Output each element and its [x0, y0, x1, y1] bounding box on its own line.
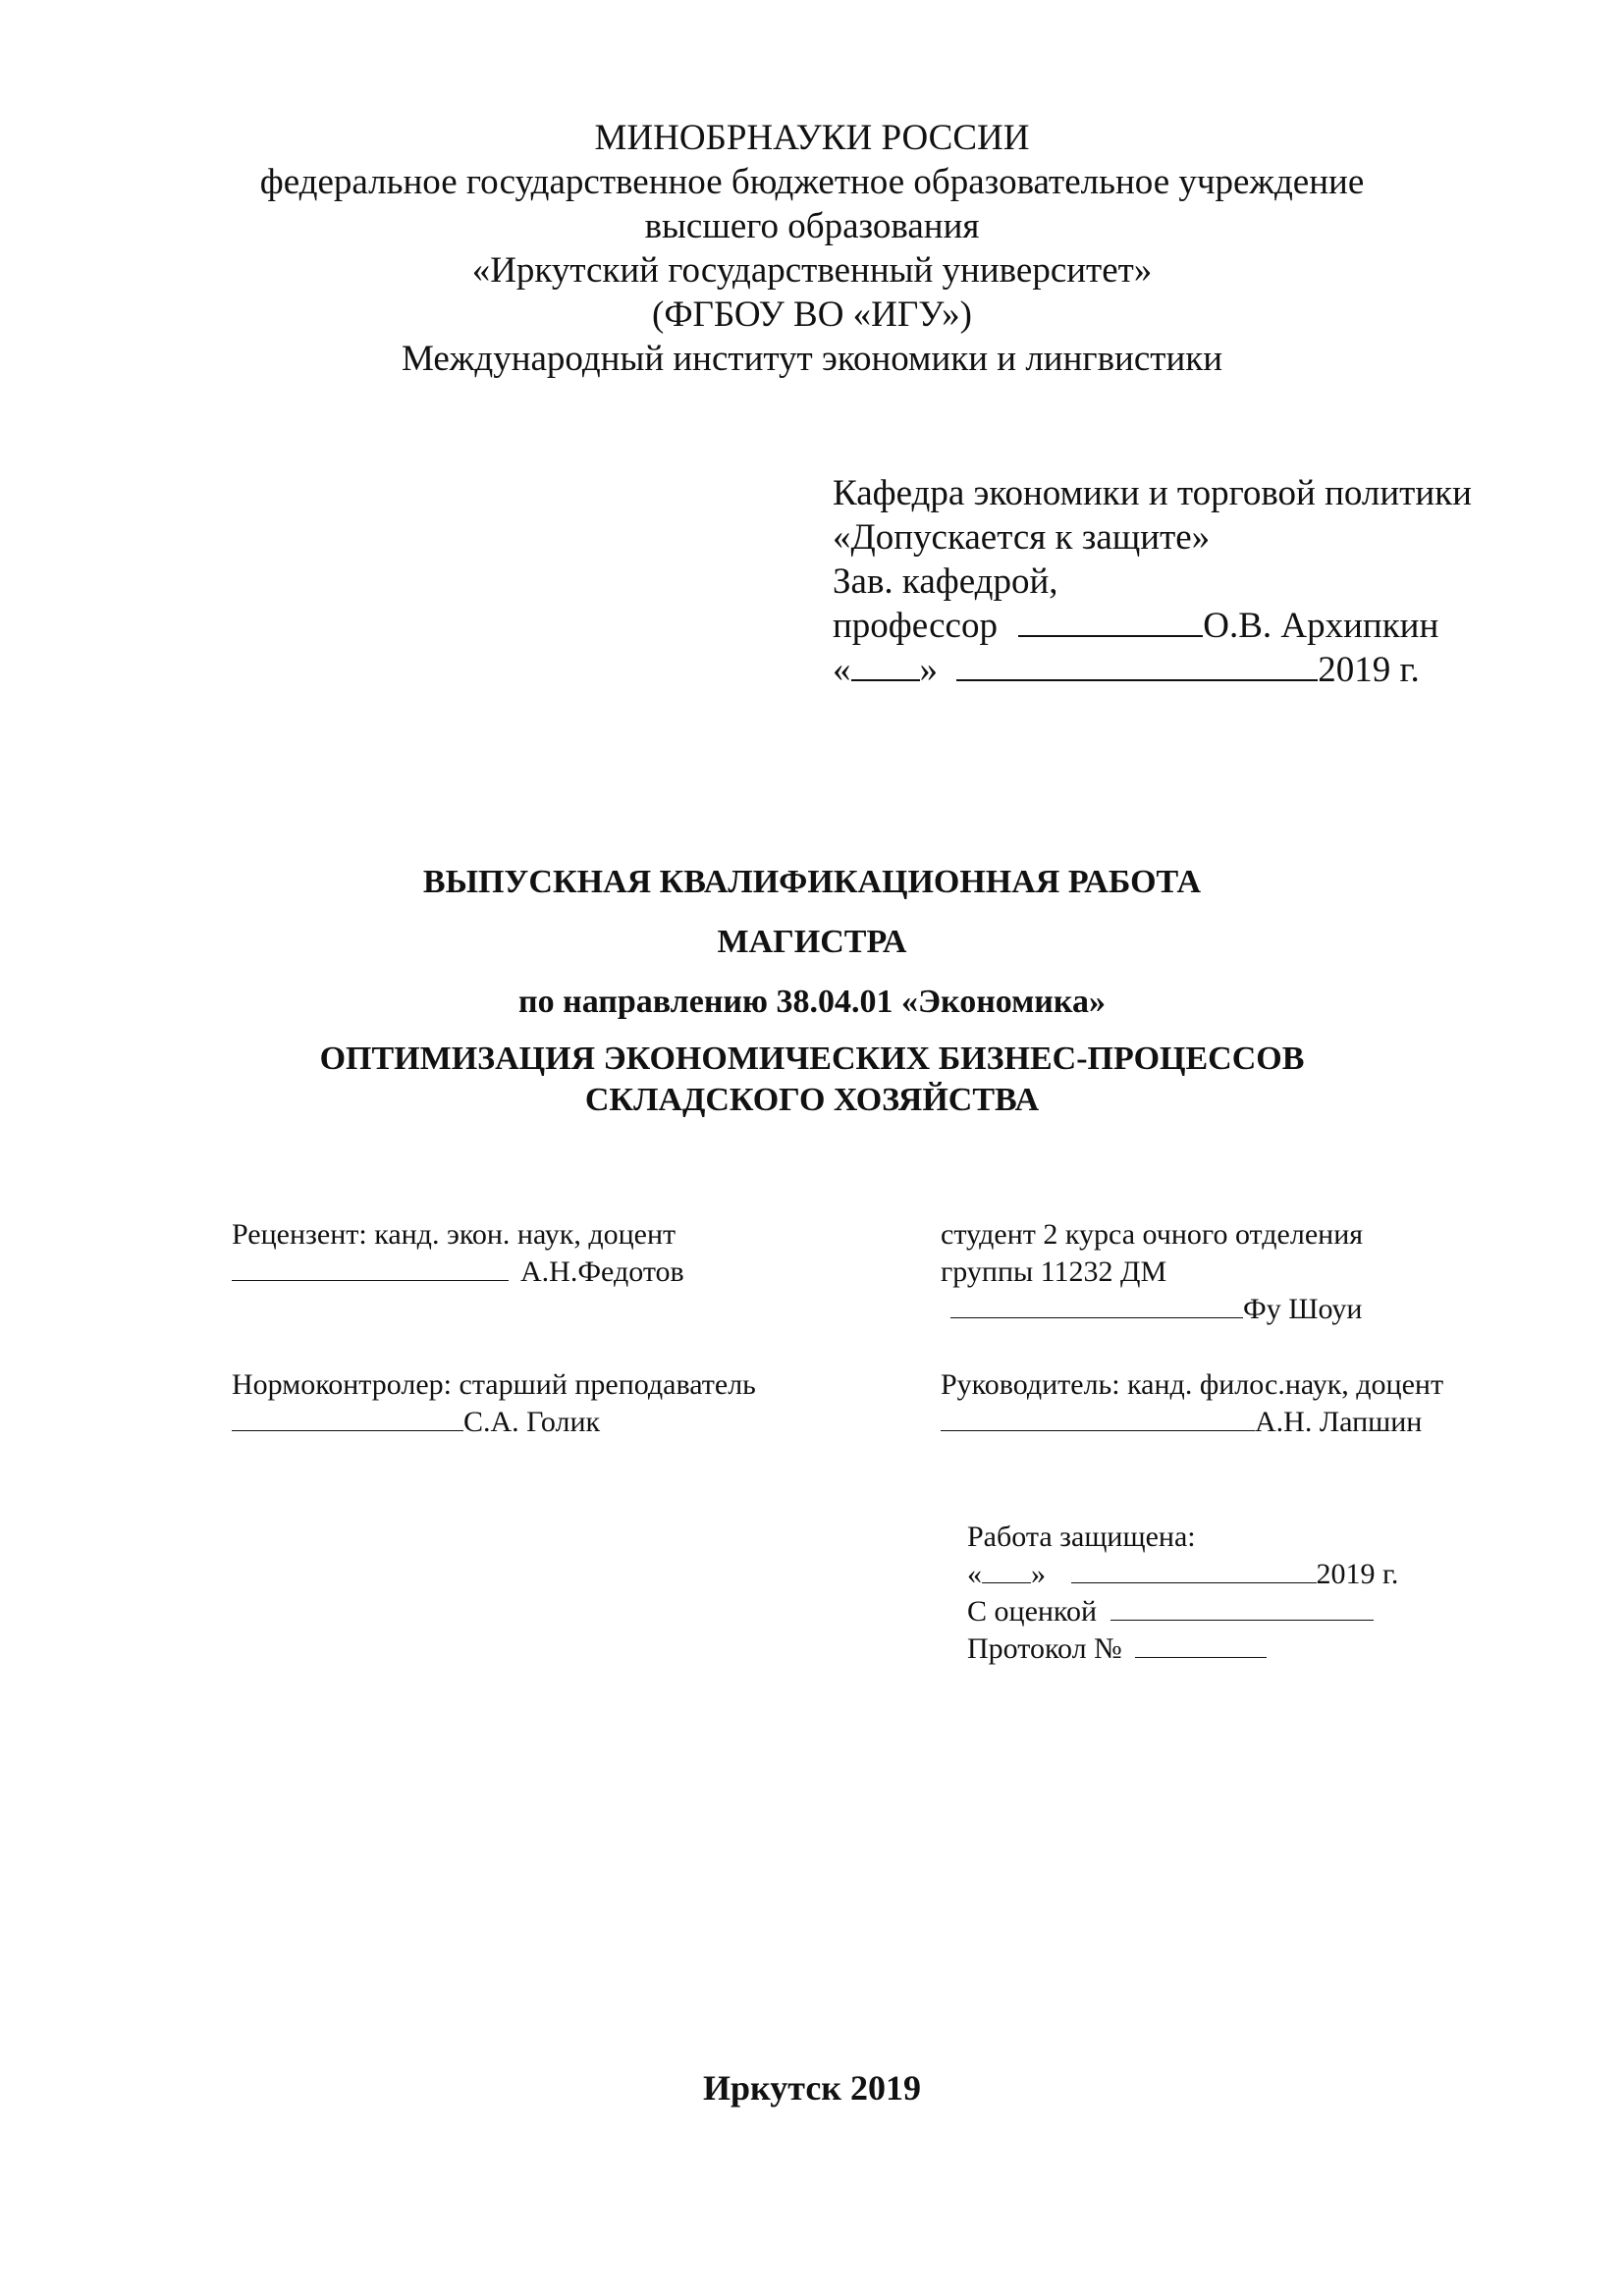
admitted-line: «Допускается к защите»	[833, 517, 1211, 558]
header-block	[0, 116, 1624, 381]
university-line: «Иркутский государственный университет»	[471, 250, 1153, 291]
abbreviation-line: (ФГБОУ ВО «ИГУ»)	[652, 294, 972, 335]
professor-label: профессор	[833, 606, 998, 646]
student-signature-blank	[950, 1292, 1243, 1318]
reviewer-signature-blank	[232, 1255, 509, 1281]
grade-line	[967, 1593, 1398, 1630]
topic-line-1: ОПТИМИЗАЦИЯ ЭКОНОМИЧЕСКИХ БИЗНЕС-ПРОЦЕССОВ	[319, 1041, 1305, 1077]
institute-line: Международный институт экономики и лингвистики	[401, 339, 1223, 379]
reviewer-name: А.Н.Федотов	[520, 1255, 684, 1288]
department-line: Кафедра экономики и торговой политики	[833, 473, 1472, 513]
reviewer-label: Рецензент: канд. экон. наук, доцент	[232, 1218, 677, 1251]
supervisor-label: Руководитель: канд. филос.наук, доцент	[941, 1368, 1444, 1401]
normcontrol-label: Нормоконтролер: старший преподаватель	[232, 1368, 756, 1401]
education-level-line: высшего образования	[644, 206, 980, 246]
defended-label: Работа защищена:	[967, 1521, 1196, 1553]
supervisor-signature-line	[941, 1404, 1443, 1441]
normcontrol-signature-line	[232, 1404, 756, 1441]
grade-label: С оценкой	[967, 1595, 1098, 1628]
professor-name: О.В. Архипкин	[1203, 606, 1439, 646]
approval-date-line	[833, 648, 1472, 692]
grade-blank	[1110, 1594, 1374, 1621]
approval-block	[833, 471, 1472, 692]
student-course: студент 2 курса очного отделения	[941, 1218, 1364, 1251]
footer-city-year: Иркутск 2019	[702, 2068, 922, 2108]
reviewer-signature-line	[232, 1254, 684, 1291]
student-block	[941, 1216, 1363, 1328]
normcontrol-name: С.А. Голик	[463, 1406, 601, 1438]
direction-line: по направлению 38.04.01 «Экономика»	[518, 984, 1106, 1020]
defended-date-open-quote: «	[967, 1558, 982, 1590]
defended-date-close-quote: »	[1031, 1558, 1046, 1590]
protocol-line	[967, 1630, 1398, 1668]
normcontrol-signature-blank	[232, 1405, 463, 1431]
approval-year: 2019 г.	[1318, 650, 1420, 690]
institution-type-line: федеральное государственное бюджетное образовательное учреждение	[259, 162, 1365, 202]
title-block	[0, 852, 1624, 1121]
supervisor-signature-blank	[941, 1405, 1255, 1431]
approval-month-blank	[956, 650, 1318, 681]
professor-signature-line	[833, 604, 1472, 648]
defended-month-blank	[1071, 1557, 1317, 1583]
title-spacer	[0, 1032, 1624, 1039]
defended-block	[967, 1519, 1398, 1668]
degree-line: МАГИСТРА	[717, 924, 907, 960]
approval-date-open-quote: «	[833, 650, 851, 690]
professor-signature-blank	[1018, 606, 1203, 637]
defended-day-blank	[982, 1557, 1031, 1583]
ministry-line: МИНОБРНАУКИ РОССИИ	[594, 118, 1030, 158]
defended-year: 2019 г.	[1316, 1558, 1399, 1590]
supervisor-block	[941, 1366, 1443, 1441]
student-name: Фу Шоуи	[1243, 1293, 1363, 1325]
reviewer-block	[232, 1216, 684, 1291]
approval-day-blank	[851, 650, 920, 681]
supervisor-name: А.Н. Лапшин	[1255, 1406, 1423, 1438]
work-type-line: ВЫПУСКНАЯ КВАЛИФИКАЦИОННАЯ РАБОТА	[422, 864, 1202, 900]
student-signature-line	[941, 1291, 1363, 1328]
protocol-number-blank	[1135, 1631, 1267, 1658]
protocol-label: Протокол №	[967, 1632, 1122, 1665]
approval-date-close-quote: »	[919, 650, 938, 690]
topic-line-2: СКЛАДСКОГО ХОЗЯЙСТВА	[584, 1082, 1040, 1118]
normcontrol-block	[232, 1366, 756, 1441]
defended-date-line	[967, 1556, 1398, 1593]
student-group: группы 11232 ДМ	[941, 1255, 1167, 1288]
head-title-line: Зав. кафедрой,	[833, 561, 1058, 602]
